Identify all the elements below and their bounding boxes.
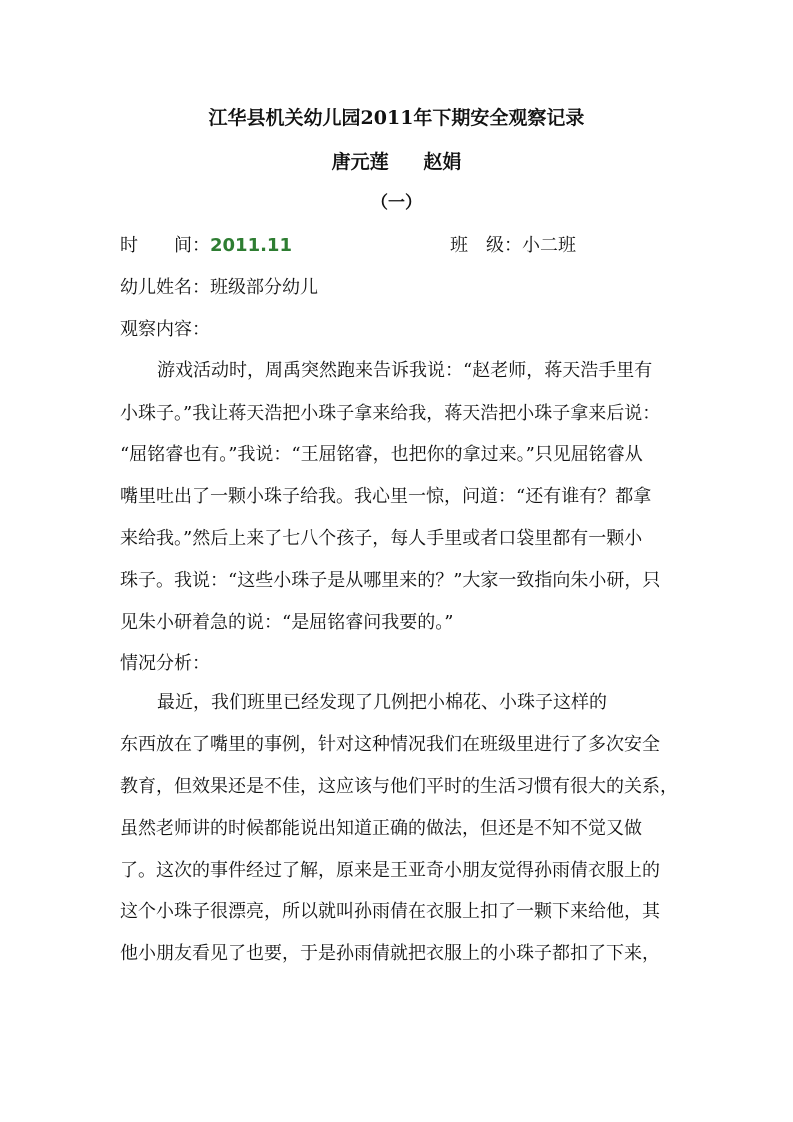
class-value: 小二班	[522, 235, 576, 256]
analysis-line: 了。这次的事件经过了解，原来是王亚奇小朋友觉得孙雨倩衣服上的	[120, 860, 660, 881]
analysis-label: 情况分析：	[120, 653, 210, 674]
authors	[0, 147, 793, 174]
document-title: 江华县机关幼儿园2011年下期安全观察记录	[208, 107, 585, 129]
analysis-line: 他小朋友看见了也要，于是孙雨倩就把衣服上的小珠子都扣了下来，	[120, 943, 660, 964]
observe-line: 珠子。我说：“这些小珠子是从哪里来的？”大家一致指向朱小研，只	[120, 570, 661, 591]
author-name: 唐元莲	[331, 151, 389, 173]
observe-line: 嘴里吐出了一颗小珠子给我。我心里一惊，问道：“还有谁有？都拿	[120, 486, 652, 507]
time-field	[120, 231, 292, 257]
analysis-line: 教育，但效果还是不佳，这应该与他们平时的生活习惯有很大的关系，	[120, 776, 678, 797]
observe-line: 游戏活动时，周禹突然跑来告诉我说：“赵老师，蒋天浩手里有	[157, 360, 653, 381]
class-field	[450, 231, 576, 257]
record-number: （一）	[371, 193, 422, 213]
author-name: 赵娟	[423, 151, 462, 173]
child-name-field: 幼儿姓名：班级部分幼儿	[120, 277, 318, 298]
analysis-line: 这个小珠子很漂亮，所以就叫孙雨倩在衣服上扣了一颗下来给他，其	[120, 901, 660, 922]
observe-line: “屈铭睿也有。”我说：“王屈铭睿，也把你的拿过来。”只见屈铭睿从	[120, 444, 643, 465]
observe-line: 见朱小研着急的说：“是屈铭睿问我要的。”	[120, 612, 454, 633]
analysis-line: 最近，我们班里已经发现了几例把小棉花、小珠子这样的	[157, 692, 607, 713]
analysis-line: 虽然老师讲的时候都能说出知道正确的做法，但还是不知不觉又做	[120, 818, 642, 839]
observe-line: 来给我。”然后上来了七八个孩子，每人手里或者口袋里都有一颗小	[120, 528, 643, 549]
class-label: 班 级：	[450, 235, 522, 256]
observe-label: 观察内容：	[120, 319, 210, 340]
time-label: 时 间：	[120, 235, 210, 256]
time-value: 2011.11	[210, 235, 292, 256]
observe-line: 小珠子。”我让蒋天浩把小珠子拿来给我，蒋天浩把小珠子拿来后说：	[120, 403, 661, 424]
analysis-line: 东西放在了嘴里的事例，针对这种情况我们在班级里进行了多次安全	[120, 734, 660, 755]
